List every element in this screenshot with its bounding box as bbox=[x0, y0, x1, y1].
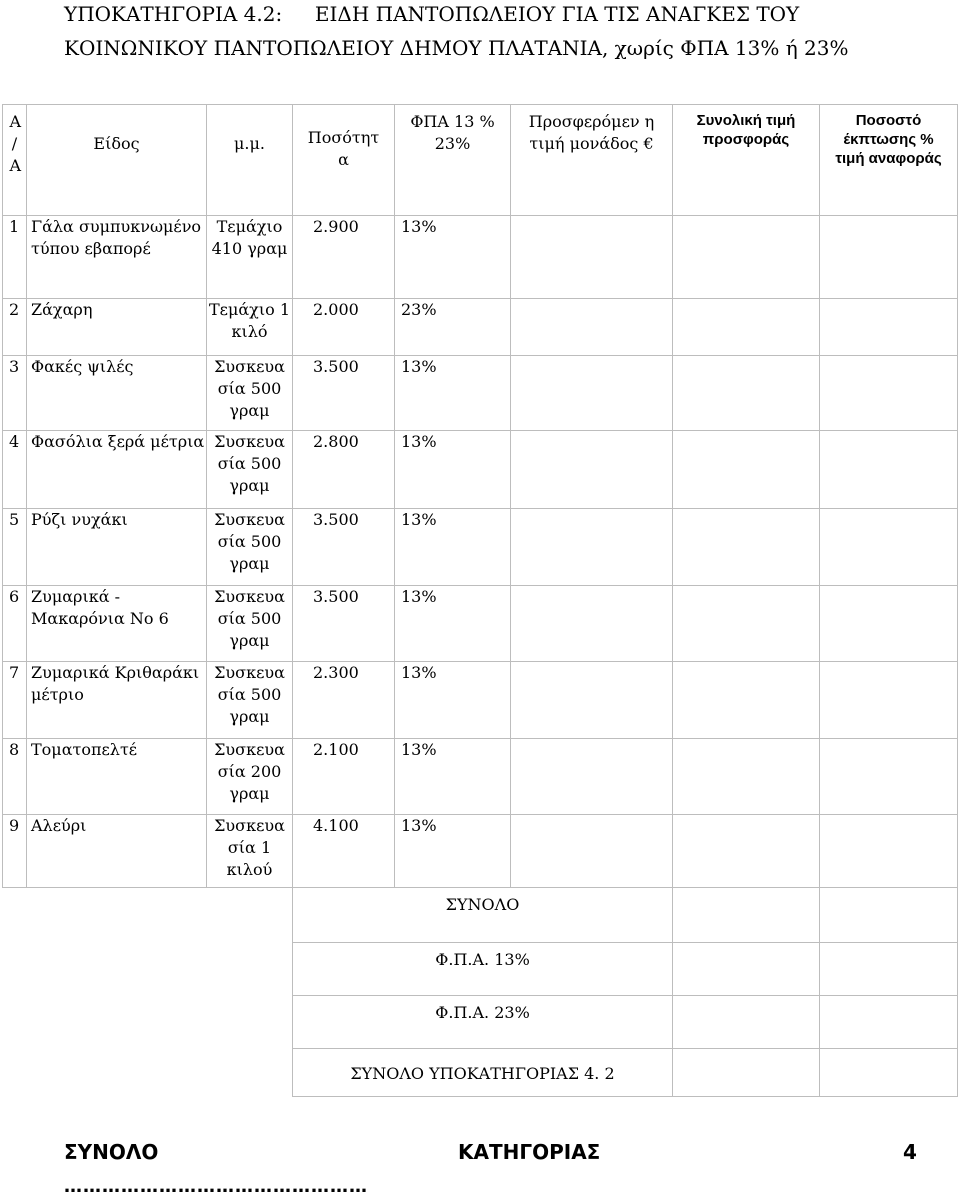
summary-row-vat13 bbox=[3, 943, 958, 996]
row-number: 8 bbox=[3, 739, 27, 815]
summary-total-discount[interactable] bbox=[820, 888, 958, 943]
item-unit: Συσκευα σία 200 γραμ bbox=[207, 739, 293, 815]
subcategory-code: ΥΠΟΚΑΤΗΓΟΡΙΑ 4.2: bbox=[64, 2, 283, 26]
item-vat: 13% bbox=[395, 431, 511, 509]
total-offer-cell[interactable] bbox=[673, 815, 820, 888]
item-unit: Τεμάχιο 1 κιλό bbox=[207, 299, 293, 356]
item-quantity: 3.500 bbox=[293, 509, 395, 586]
item-name: Φακές ψιλές bbox=[27, 356, 207, 431]
footer-fill-line[interactable]: ………………………………………… bbox=[64, 1176, 368, 1197]
table-row bbox=[3, 509, 958, 586]
footer-category-number: 4 bbox=[903, 1140, 917, 1164]
offered-price-cell[interactable] bbox=[511, 586, 673, 662]
summary-vat23-label: Φ.Π.Α. 23% bbox=[293, 996, 673, 1049]
table-row bbox=[3, 815, 958, 888]
item-unit: Συσκευα σία 500 γραμ bbox=[207, 431, 293, 509]
table-row bbox=[3, 662, 958, 739]
row-number: 7 bbox=[3, 662, 27, 739]
row-number: 1 bbox=[3, 216, 27, 299]
summary-vat13-discount[interactable] bbox=[820, 943, 958, 996]
total-offer-cell[interactable] bbox=[673, 509, 820, 586]
item-name: Ζυμαρικά Κριθαράκι μέτριο bbox=[27, 662, 207, 739]
discount-cell[interactable] bbox=[820, 356, 958, 431]
summary-total-value[interactable] bbox=[673, 888, 820, 943]
total-offer-cell[interactable] bbox=[673, 299, 820, 356]
item-vat: 13% bbox=[395, 586, 511, 662]
item-vat: 13% bbox=[395, 739, 511, 815]
header-item: Είδος bbox=[27, 105, 207, 216]
discount-cell[interactable] bbox=[820, 509, 958, 586]
item-vat: 13% bbox=[395, 815, 511, 888]
header-vat: ΦΠΑ 13 % 23% bbox=[395, 105, 511, 216]
summary-vat23-discount[interactable] bbox=[820, 996, 958, 1049]
discount-cell[interactable] bbox=[820, 216, 958, 299]
table-row bbox=[3, 431, 958, 509]
page-title-line-2: ΚΟΙΝΩΝΙΚΟΥ ΠΑΝΤΟΠΩΛΕΙΟΥ ΔΗΜΟΥ ΠΛΑΤΑΝΙΑ, χωρίς ΦΠΑ 13% ή 23% bbox=[64, 36, 849, 60]
items-table bbox=[2, 104, 958, 1097]
total-offer-cell[interactable] bbox=[673, 356, 820, 431]
total-offer-cell[interactable] bbox=[673, 662, 820, 739]
table-row bbox=[3, 216, 958, 299]
item-vat: 13% bbox=[395, 509, 511, 586]
row-number: 6 bbox=[3, 586, 27, 662]
header-offered-price: Προσφερόμεν η τιμή μονάδος € bbox=[511, 105, 673, 216]
summary-total-label: ΣΥΝΟΛΟ bbox=[293, 888, 673, 943]
offered-price-cell[interactable] bbox=[511, 739, 673, 815]
item-quantity: 2.100 bbox=[293, 739, 395, 815]
table-row bbox=[3, 586, 958, 662]
subcategory-title: ΕΙΔΗ ΠΑΝΤΟΠΩΛΕΙΟΥ ΓΙΑ ΤΙΣ ΑΝΑΓΚΕΣ ΤΟΥ bbox=[314, 2, 800, 26]
row-number: 2 bbox=[3, 299, 27, 356]
discount-cell[interactable] bbox=[820, 815, 958, 888]
header-total-offer: Συνολική τιμή προσφοράς bbox=[673, 105, 820, 216]
summary-vat23-value[interactable] bbox=[673, 996, 820, 1049]
table-header-row bbox=[3, 105, 958, 216]
item-name: Ζυμαρικά - Μακαρόνια Νο 6 bbox=[27, 586, 207, 662]
item-vat: 23% bbox=[395, 299, 511, 356]
item-vat: 13% bbox=[395, 216, 511, 299]
offered-price-cell[interactable] bbox=[511, 431, 673, 509]
discount-cell[interactable] bbox=[820, 739, 958, 815]
summary-row-subcategory-total bbox=[3, 1049, 958, 1097]
item-vat: 13% bbox=[395, 356, 511, 431]
item-vat: 13% bbox=[395, 662, 511, 739]
item-unit: Συσκευα σία 500 γραμ bbox=[207, 662, 293, 739]
total-offer-cell[interactable] bbox=[673, 739, 820, 815]
summary-subcategory-total-label: ΣΥΝΟΛΟ ΥΠΟΚΑΤΗΓΟΡΙΑΣ 4. 2 bbox=[293, 1049, 673, 1097]
table-row bbox=[3, 739, 958, 815]
discount-cell[interactable] bbox=[820, 299, 958, 356]
row-number: 3 bbox=[3, 356, 27, 431]
header-discount: Ποσοστό έκπτωσης % τιμή αναφοράς bbox=[820, 105, 958, 216]
footer-total-word: ΣΥΝΟΛΟ bbox=[64, 1140, 159, 1164]
offered-price-cell[interactable] bbox=[511, 815, 673, 888]
item-quantity: 2.900 bbox=[293, 216, 395, 299]
offered-price-cell[interactable] bbox=[511, 509, 673, 586]
item-unit: Συσκευα σία 1 κιλού bbox=[207, 815, 293, 888]
summary-vat13-label: Φ.Π.Α. 13% bbox=[293, 943, 673, 996]
discount-cell[interactable] bbox=[820, 586, 958, 662]
total-offer-cell[interactable] bbox=[673, 431, 820, 509]
item-unit: Συσκευα σία 500 γραμ bbox=[207, 356, 293, 431]
row-number: 4 bbox=[3, 431, 27, 509]
item-name: Τοματοπελτέ bbox=[27, 739, 207, 815]
discount-cell[interactable] bbox=[820, 431, 958, 509]
table-row bbox=[3, 356, 958, 431]
offered-price-cell[interactable] bbox=[511, 216, 673, 299]
item-unit: Τεμάχιο 410 γραμ bbox=[207, 216, 293, 299]
item-quantity: 2.300 bbox=[293, 662, 395, 739]
offered-price-cell[interactable] bbox=[511, 356, 673, 431]
header-qty: Ποσότητ α bbox=[293, 105, 395, 216]
row-number: 9 bbox=[3, 815, 27, 888]
item-name: Φασόλια ξερά μέτρια bbox=[27, 431, 207, 509]
row-number: 5 bbox=[3, 509, 27, 586]
item-unit: Συσκευα σία 500 γραμ bbox=[207, 586, 293, 662]
summary-row-total bbox=[3, 888, 958, 943]
page-title-line-1 bbox=[64, 2, 799, 26]
item-quantity: 2.800 bbox=[293, 431, 395, 509]
offered-price-cell[interactable] bbox=[511, 299, 673, 356]
discount-cell[interactable] bbox=[820, 662, 958, 739]
item-name: Αλεύρι bbox=[27, 815, 207, 888]
item-unit: Συσκευα σία 500 γραμ bbox=[207, 509, 293, 586]
summary-subcategory-total-value[interactable] bbox=[673, 1049, 820, 1097]
item-quantity: 4.100 bbox=[293, 815, 395, 888]
item-name: Ρύζι νυχάκι bbox=[27, 509, 207, 586]
summary-vat13-value[interactable] bbox=[673, 943, 820, 996]
header-aa: Α / Α bbox=[3, 105, 27, 216]
footer-category-word: ΚΑΤΗΓΟΡΙΑΣ bbox=[458, 1140, 601, 1164]
item-quantity: 3.500 bbox=[293, 586, 395, 662]
total-offer-cell[interactable] bbox=[673, 216, 820, 299]
summary-subcategory-total-discount[interactable] bbox=[820, 1049, 958, 1097]
item-quantity: 2.000 bbox=[293, 299, 395, 356]
table-row bbox=[3, 299, 958, 356]
item-quantity: 3.500 bbox=[293, 356, 395, 431]
offered-price-cell[interactable] bbox=[511, 662, 673, 739]
item-name: Ζάχαρη bbox=[27, 299, 207, 356]
total-offer-cell[interactable] bbox=[673, 586, 820, 662]
item-name: Γάλα συμπυκνωμένο τύπου εβαπορέ bbox=[27, 216, 207, 299]
header-unit: μ.μ. bbox=[207, 105, 293, 216]
summary-row-vat23 bbox=[3, 996, 958, 1049]
